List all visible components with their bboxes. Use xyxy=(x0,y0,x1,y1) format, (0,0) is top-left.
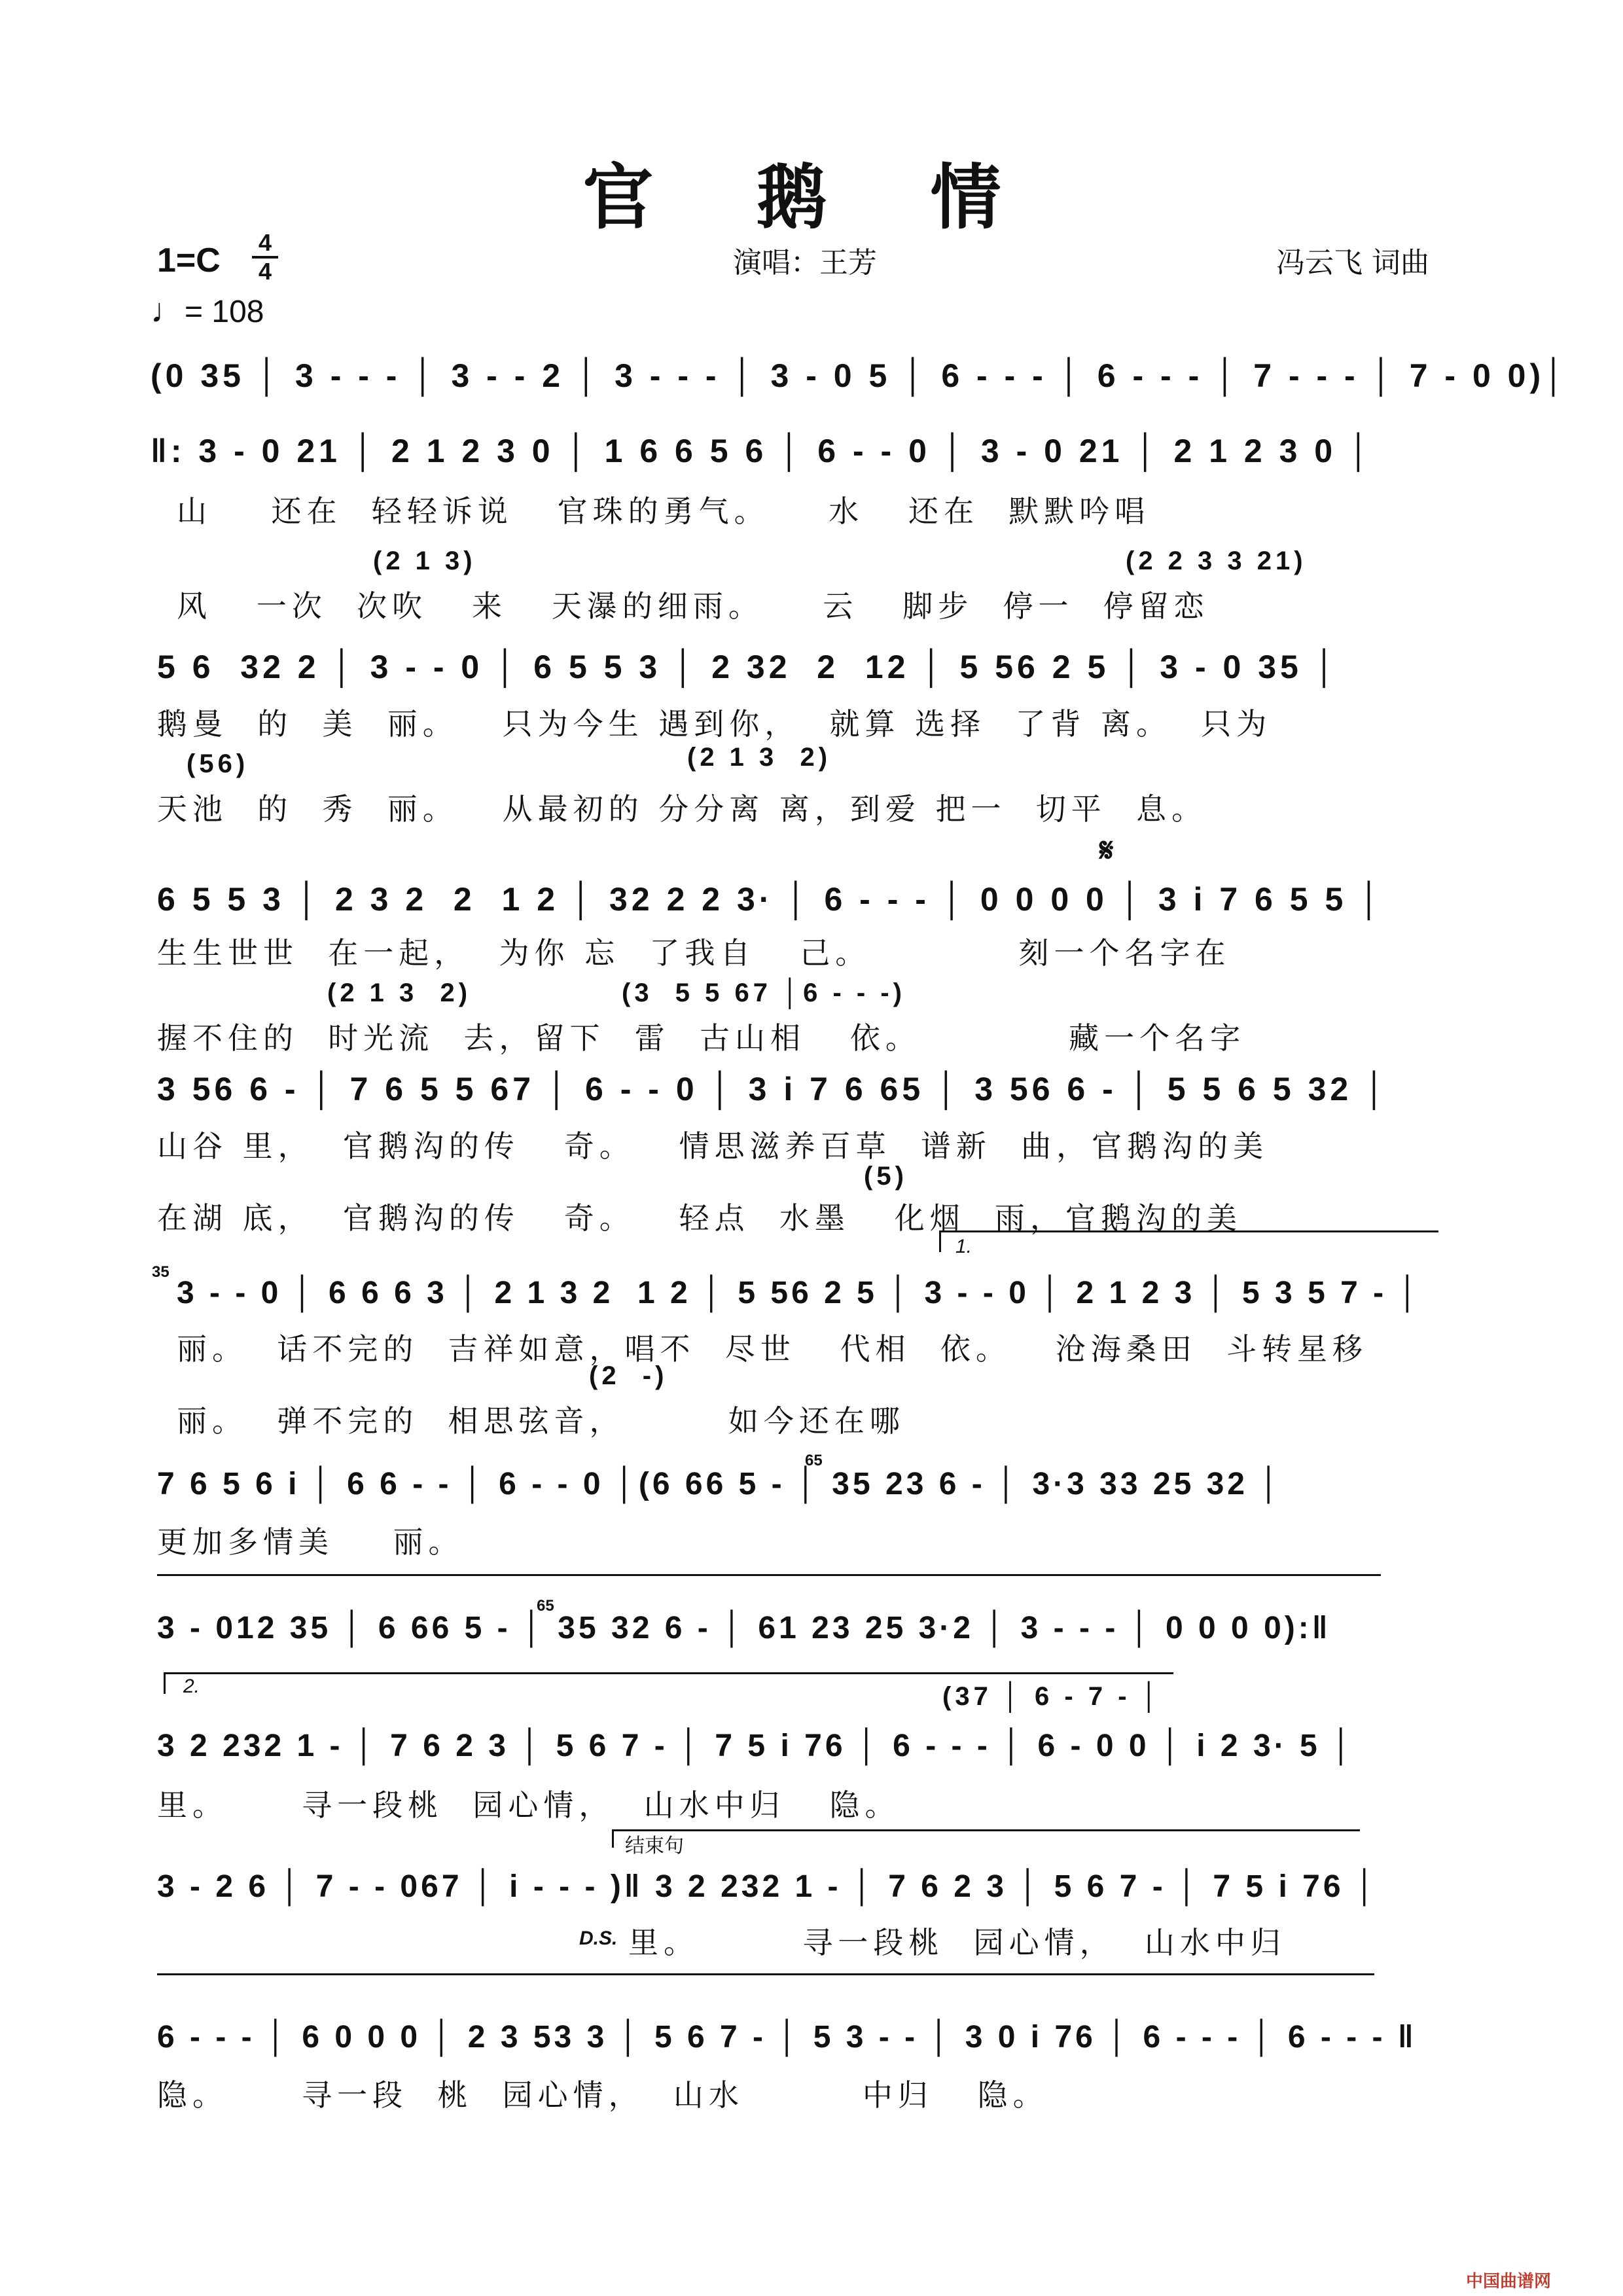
repeat-bracket-line xyxy=(157,1574,1381,1576)
system-7-lyric-verse-1: 更加多情美 丽。 xyxy=(157,1524,464,1560)
segno-icon: 𝄋 xyxy=(1099,831,1114,869)
system-6-notes: 3 - - 0 │ 6 6 6 3 │ 2 1 3 2 1 2 │ 5 56 2 5 │ 3 - - 0 │ 2 1 2 3 │ 5 3 5 7 - │ xyxy=(177,1276,1422,1310)
system-3-lyric-verse-2: 天池 的 秀 丽。 从最初的 分分离 离，到爱 把一 切平 息。 xyxy=(157,791,1207,827)
tempo-value: = 108 xyxy=(185,295,264,329)
system-3-alt-notes-1: (56) xyxy=(187,749,249,778)
volta-1-bracket xyxy=(939,1230,1438,1252)
system-5-notes: 3 56 6 - │ 7 6 5 5 67 │ 6 - - 0 │ 3 i 7 6 65 │ 3 56 6 - │ 5 5 6 5 32 │ xyxy=(157,1071,1390,1107)
time-signature-top: 4 xyxy=(258,229,272,256)
system-6-lyric-verse-1: 丽。 话不完的 吉祥如意，唱不 尽世 代相 依。 沧海桑田 斗转星移 xyxy=(177,1331,1368,1367)
system-9-alt-notes-1: (37 │ 6 - 7 - │ xyxy=(942,1682,1162,1711)
grace-note: 65 xyxy=(537,1597,554,1615)
grace-note: 65 xyxy=(805,1452,823,1469)
system-5-lyric-verse-2: 在湖 底， 官鹅沟的传 奇。 轻点 水墨 化烟 雨，官鹅沟的美 xyxy=(157,1200,1242,1236)
system-9-lyric-verse-1: 里。 寻一段桃 园心情， 山水中归 隐。 xyxy=(157,1787,901,1823)
system-4-notes: 6 5 5 3 │ 2 3 2 2 1 2 │ 32 2 2 3· │ 6 - - - │ 0 0 0 0 │ 3 i 7 6 5 5 │ xyxy=(157,881,1385,918)
coda-bracket xyxy=(612,1829,1360,1848)
composer-credit: 冯云飞 词曲 xyxy=(1276,246,1429,279)
system-7-notes: 7 6 5 6 i │ 6 6 - - │ 6 - - 0 │(6 66 5 - │ 35 23 6 - │ 3·3 33 25 32 │ xyxy=(157,1467,1283,1501)
volta-1-label: 1. xyxy=(955,1236,972,1257)
system-3-alt-notes-2: (2 1 3 2) xyxy=(687,743,832,772)
system-4-lyric-verse-1: 生生世世 在一起， 为你 忘 了我自 己。 刻一个名字在 xyxy=(157,935,1231,971)
system-4-lyric-verse-2: 握不住的 时光流 去，留下 雷 古山相 依。 藏一个名字 xyxy=(157,1020,1246,1056)
time-signature xyxy=(252,230,278,284)
system-10-lyric-verse-1: 里。 寻一段桃 园心情， 山水中归 xyxy=(628,1925,1286,1960)
system-8-notes: 3 - 012 35 │ 6 66 5 - │ 35 32 6 - │ 61 23 25 3·2 │ 3 - - - │ 0 0 0 0):‖ xyxy=(157,1611,1331,1645)
coda-label: 结束句 xyxy=(625,1835,684,1857)
system-6-lyric-verse-2: 丽。 弹不完的 相思弦音， 如今还在哪 xyxy=(177,1403,905,1439)
system-3-lyric-verse-1: 鹅曼 的 美 丽。 只为今生 遇到你， 就算 选择 了背 离。 只为 xyxy=(157,706,1272,742)
system-4-alt-notes-1: (2 1 3 2) xyxy=(327,978,472,1007)
watermark-logo: 中国曲谱网 xyxy=(1466,2272,1552,2291)
key-signature: 1=C xyxy=(157,242,221,279)
final-bracket-line xyxy=(157,1973,1374,1975)
system-1-notes: (0 35 │ 3 - - - │ 3 - - 2 │ 3 - - - │ 3 - 0 5 │ 6 - - - │ 6 - - - │ 7 - - - │ 7 - 0 0)│ xyxy=(151,357,1569,394)
time-signature-bottom: 4 xyxy=(258,258,272,285)
system-2-lyric-verse-2: 风 一次 次吹 来 天瀑的细雨。 云 脚步 停一 停留恋 xyxy=(177,588,1209,624)
volta-2-label: 2. xyxy=(183,1676,200,1697)
quarter-note-icon: ♩ xyxy=(151,292,185,330)
song-title: 官 鹅 情 xyxy=(582,156,1041,239)
system-2-notes: ‖: 3 - 0 21 │ 2 1 2 3 0 │ 1 6 6 5 6 │ 6 - - 0 │ 3 - 0 21 │ 2 1 2 3 0 │ xyxy=(151,433,1374,469)
system-2-lyric-verse-1: 山 还在 轻轻诉说 官珠的勇气。 水 还在 默默吟唱 xyxy=(177,493,1150,529)
system-9-notes: 3 2 232 1 - │ 7 6 2 3 │ 5 6 7 - │ 7 5 i 76 │ 6 - - - │ 6 - 0 0 │ i 2 3· 5 │ xyxy=(157,1729,1356,1763)
system-2-alt-notes-1: (2 1 3) xyxy=(373,547,476,575)
system-11-notes: 6 - - - │ 6 0 0 0 │ 2 3 53 3 │ 5 6 7 - │ 5 3 - - │ 3 0 i 76 │ 6 - - - │ 6 - - - ‖ xyxy=(157,2020,1417,2054)
system-3-notes: 5 6 32 2 │ 3 - - 0 │ 6 5 5 3 │ 2 32 2 12 │ 5 56 2 5 │ 3 - 0 35 │ xyxy=(157,649,1340,685)
system-5-alt-notes-1: (5) xyxy=(864,1162,908,1191)
system-10-notes: 3 - 2 6 │ 7 - - 067 │ i - - - )‖ 3 2 232 1 - │ 7 6 2 3 │ 5 6 7 - │ 7 5 i 76 │ xyxy=(157,1869,1379,1904)
system-5-lyric-verse-1: 山谷 里， 官鹅沟的传 奇。 情思滋养百草 谱新 曲，官鹅沟的美 xyxy=(157,1128,1269,1164)
system-2-alt-notes-2: (2 2 3 3 21) xyxy=(1126,547,1307,575)
singer-credit: 演唱：王芳 xyxy=(733,246,877,279)
ds-label: D.S. xyxy=(579,1928,618,1949)
system-6-alt-notes-1: (2 -) xyxy=(589,1361,668,1390)
tempo-marking xyxy=(151,291,264,331)
grace-note: 35 xyxy=(152,1263,169,1281)
system-4-alt-notes-2: (3 5 5 67 │6 - - -) xyxy=(622,978,906,1007)
system-11-lyric-verse-1: 隐。 寻一段 桃 园心情， 山水 中归 隐。 xyxy=(157,2077,1048,2113)
